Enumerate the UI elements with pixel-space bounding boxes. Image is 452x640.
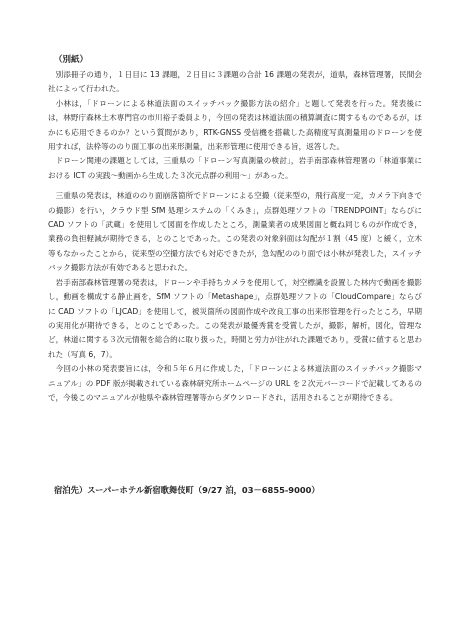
- paragraph-manual-outlook: 今回の小林の発表要旨には，令和５年６月に作成した，「ドローンによる林道法面のスイッチバック撮影マニュアル」の PDF 版が掲載されている森林研究所ホームページの URL を２次元バーコードで記載してあるので，今後このマニュアルが他県や森林管理署等からダウンロードされ，活用されることが期待できる。: [48, 364, 422, 402]
- paragraph-drone-topics: ドローン関連の課題としては，三重県の「ドローン写真測量の検討」，岩手南部森林管理署の「林道事業における ICT の実践〜動画から生成した３次元点群の利用〜」があった。: [48, 156, 422, 180]
- attachment-heading: （別紙）: [54, 55, 89, 65]
- lodging-info: 宿泊先）スーパーホテル新宿歌舞伎町（9/27 泊，03－6855-9000）: [54, 485, 320, 495]
- paragraph-mie-presentation: 三重県の発表は，林道ののり面崩落箇所でドローンによる空撮（従来型の，飛行高度一定，カメラ下向きでの撮影）を行い，クラウド型 SfM 処理システムの「くみき」，点群処理ソフトの「TRENDPOINT」ならびに CAD ソフトの「武蔵」を使用して図面を作成したところ，測量業者の成果図面と概ね同じものが作成でき，業務の負担軽減が期待できる，とのことであった。この発表の対象斜面は勾配が１割（45 度）と緩く，立木等もなかったことから，従来型の空撮方法でも対応できたが，急勾配ののり面では小林が発表した，スイッチバック撮影方法が有効であると思われた。: [48, 191, 422, 273]
- paragraph-summary: 別添冊子の通り，１日目に 13 課題，２日目に３課題の合計 16 課題の発表が，道県，森林管理署，民間会社によって行われた。: [48, 70, 422, 94]
- paragraph-kobayashi-presentation: 小林は，「ドローンによる林道法面のスイッチバック撮影方法の紹介」と題して発表を行った。発表後には，林野庁森林土木専門官の市川裕子委員より，今回の発表は林道法面の積算調査に関するものであるが，ほかにも応用できるのか？という質問があり，RTK-GNSS 受信機を搭載した高精度写真測量用のドローンを使用すれば，法枠等ののり面工事の出来形測量，出来形管理に使用できる旨，返答した。: [48, 98, 422, 152]
- paragraph-iwate-presentation: 岩手南部森林管理署の発表は，ドローンや手持ちカメラを使用して，対空標識を設置した林内で動画を撮影し，動画を構成する静止画を，SfM ソフトの「Metashape」，点群処理ソフトの「CloudCompare」ならびに CAD ソフトの「LJCAD」を使用して，被災箇所の図面作成や改良工事の出来形管理を行ったところ，早期の実用化が期待できる，とのことであった。この発表が最優秀賞を受賞したが，撮影，解析，図化，管理など，林道に関する３次元情報を総合的に取り扱った，時間と労力が注がれた課題であり，受賞に値すると思われた（写真 6，7）。: [48, 277, 422, 359]
